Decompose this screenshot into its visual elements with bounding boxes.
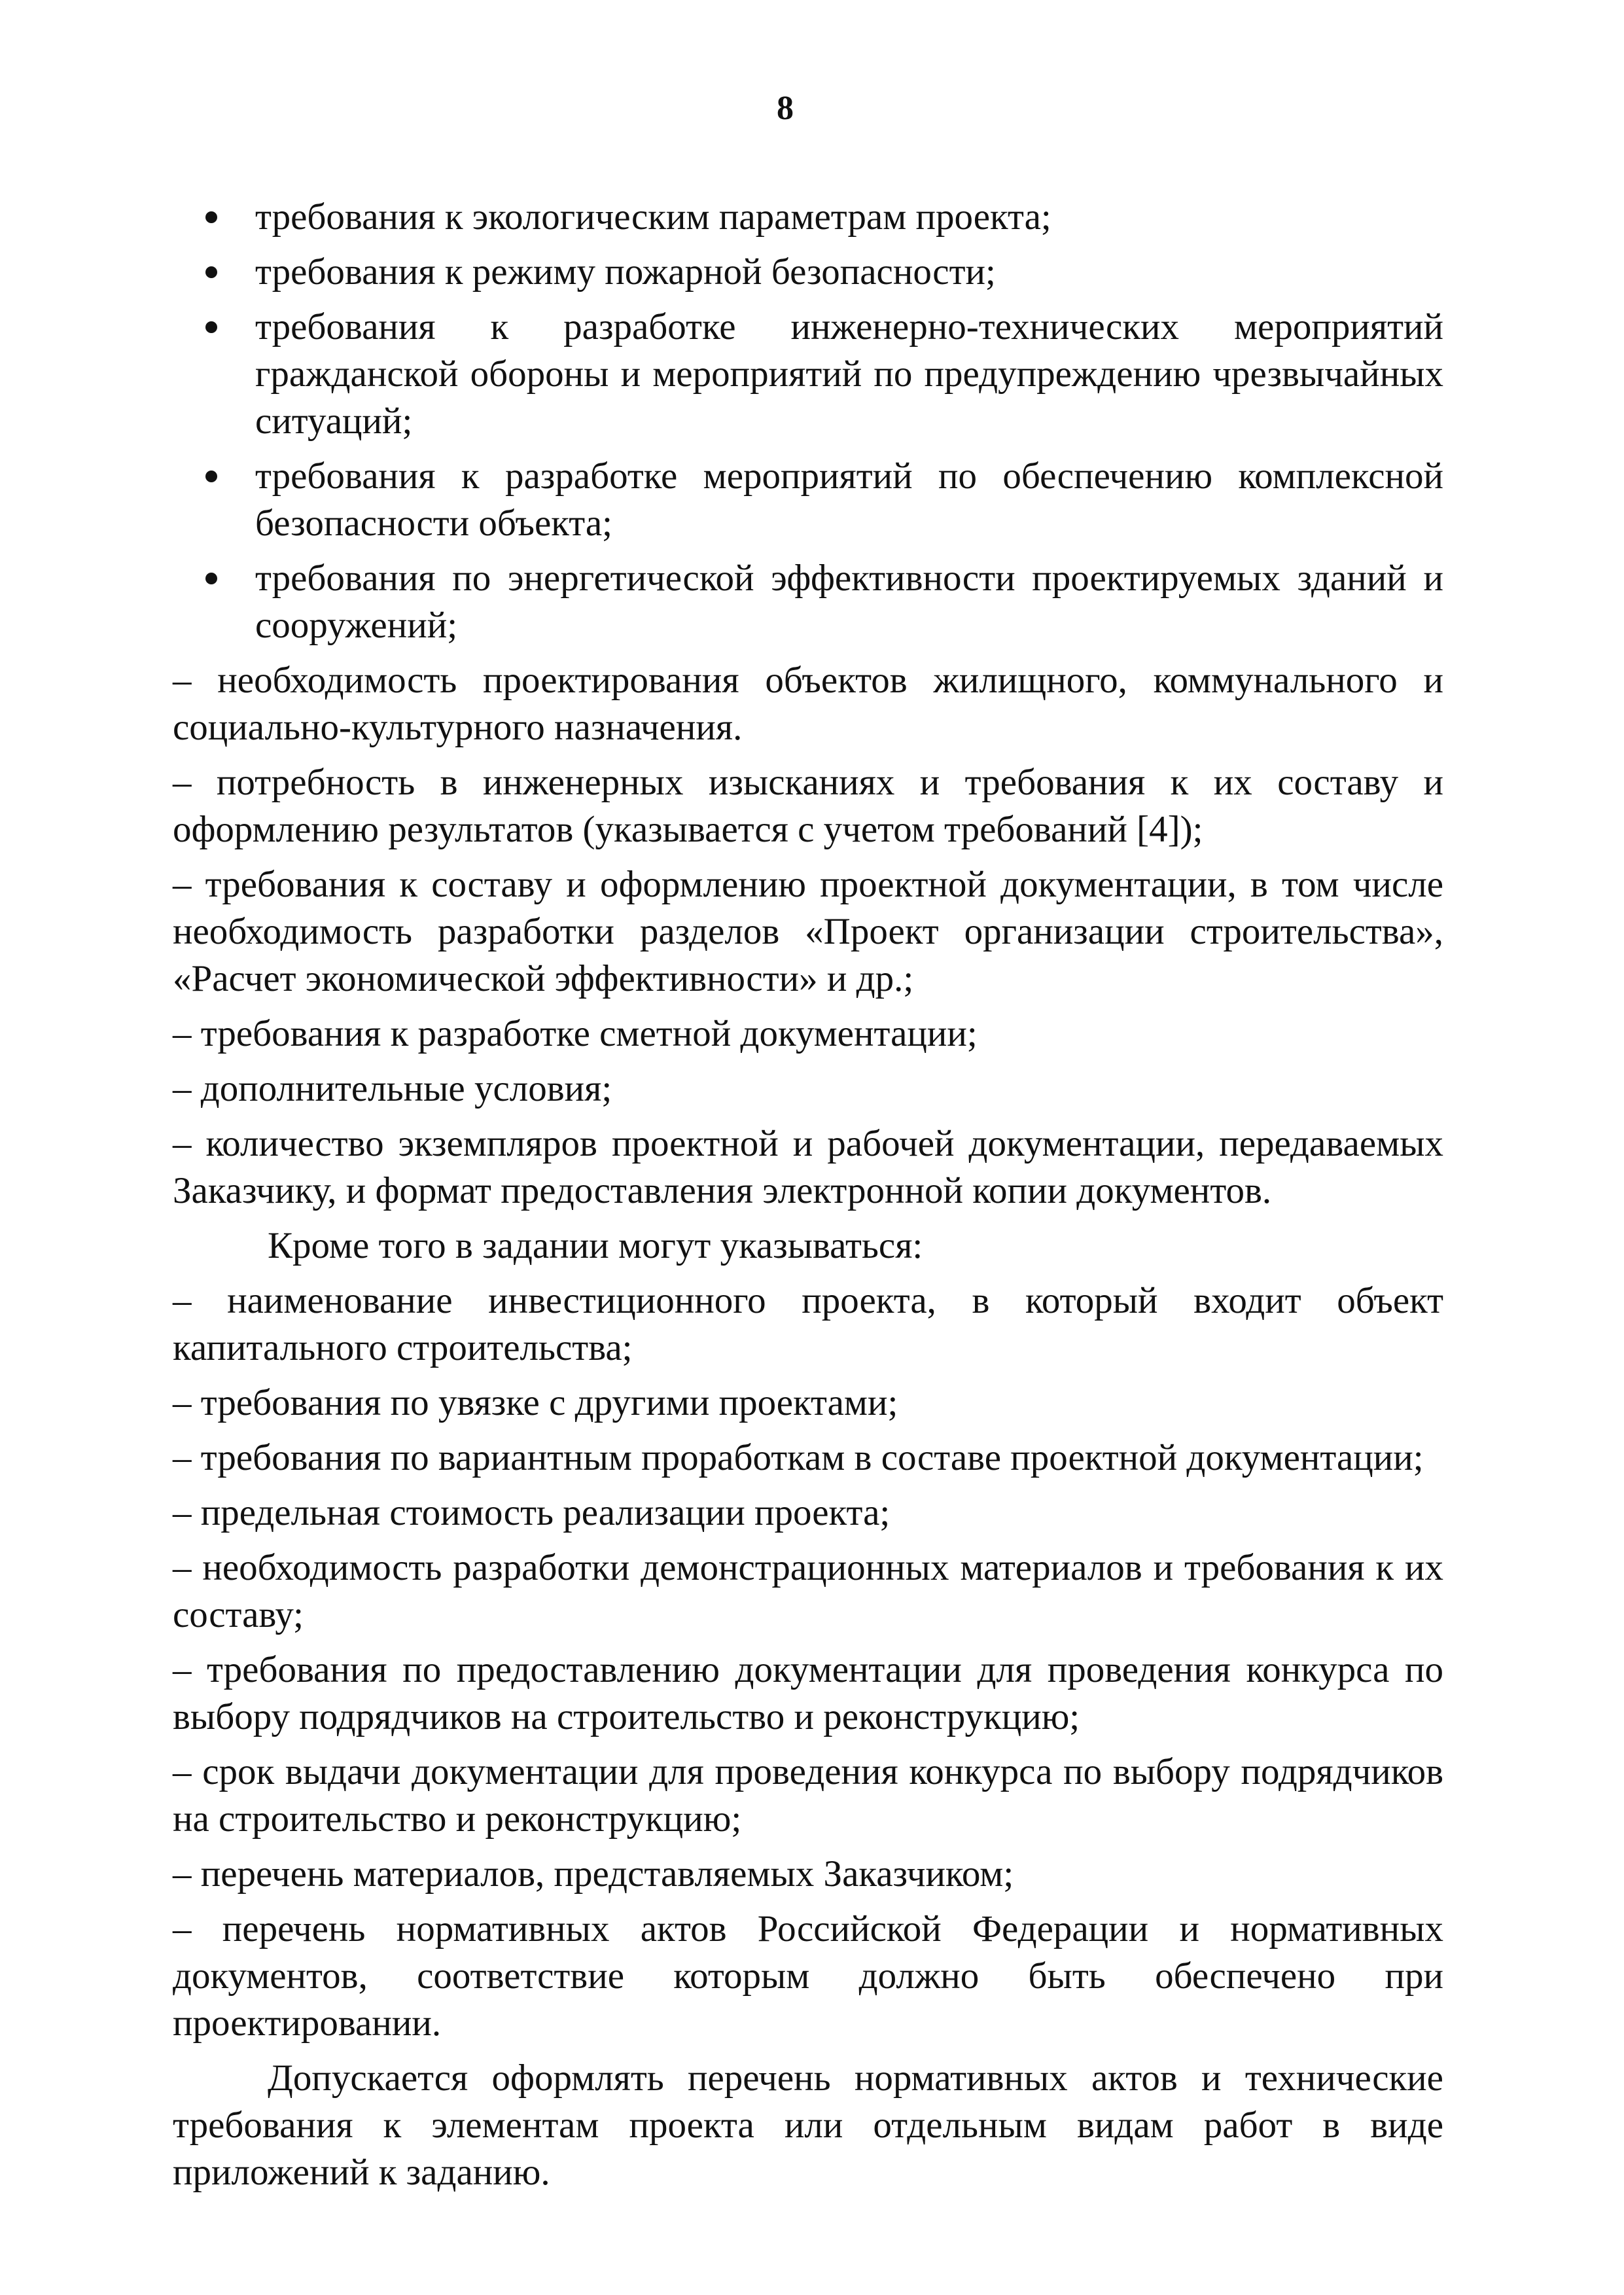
bullet-text: требования к режиму пожарной безопасности; (255, 251, 996, 293)
bullet-item (173, 453, 1443, 547)
page-number: 8 (777, 90, 794, 127)
dash-item: – перечень материалов, представляемых Заказчиком; (173, 1853, 1014, 1895)
dash-item: – предельная стоимость реализации проекта; (173, 1492, 891, 1533)
bullet-dot-icon (205, 321, 217, 333)
dash-item: – требования к разработке сметной документации; (173, 1013, 978, 1054)
bullet-dot-icon (205, 211, 217, 223)
bullet-item (173, 304, 1443, 445)
dash-item: – необходимость проектирования объектов жилищного, коммунального и социально-культурного назначения. (173, 660, 1443, 748)
bullet-text: требования к разработке инженерно-технических мероприятий гражданской обороны и мероприятий по предупреждению чрезвычайных ситуаций; (255, 306, 1443, 442)
closing-paragraph: Допускается оформлять перечень нормативных актов и технические требования к элементам проекта или отдельным видам работ в виде приложений к заданию. (173, 2057, 1443, 2193)
dash-item: – требования по вариантным проработкам в составе проектной документации; (173, 1437, 1424, 1478)
bullet-item (173, 249, 1443, 296)
document-body (173, 194, 1443, 2204)
dash-item: – дополнительные условия; (173, 1068, 612, 1109)
dash-item: – потребность в инженерных изысканиях и требования к их составу и оформлению результатов (указывается с учетом требований [4]); (173, 762, 1443, 850)
bullet-dot-icon (205, 573, 217, 584)
dash-item: – срок выдачи документации для проведения конкурса по выбору подрядчиков на строительство и реконструкцию; (173, 1751, 1443, 1840)
bullet-text: требования к экологическим параметрам проекта; (255, 196, 1051, 238)
dash-item: – требования по предоставлению документации для проведения конкурса по выбору подрядчиков на строительство и реконструкцию; (173, 1649, 1443, 1737)
bullet-text: требования по энергетической эффективности проектируемых зданий и сооружений; (255, 558, 1443, 646)
dash-item: – количество экземпляров проектной и рабочей документации, передаваемых Заказчику, и формат предоставления электронной копии документов. (173, 1123, 1443, 1211)
bullet-item (173, 555, 1443, 649)
dash-item: – требования к составу и оформлению проектной документации, в том числе необходимость разработки разделов «Проект организации строительства», «Расчет экономической эффективности» и др.; (173, 864, 1443, 999)
dash-item: – перечень нормативных актов Российской Федерации и нормативных документов, соответствие которым должно быть обеспечено при проектировании. (173, 1908, 1443, 2044)
dash-item: – необходимость разработки демонстрационных материалов и требования к их составу; (173, 1547, 1443, 1635)
bullet-dot-icon (205, 266, 217, 278)
bullet-item (173, 194, 1443, 241)
dash-item: – требования по увязке с другими проектами; (173, 1382, 898, 1423)
bullet-dot-icon (205, 471, 217, 482)
bullet-text: требования к разработке мероприятий по обеспечению комплексной безопасности объекта; (255, 455, 1443, 544)
intro-paragraph: Кроме того в задании могут указываться: (268, 1225, 923, 1266)
dash-item: – наименование инвестиционного проекта, в который входит объект капитального строительства; (173, 1280, 1443, 1368)
